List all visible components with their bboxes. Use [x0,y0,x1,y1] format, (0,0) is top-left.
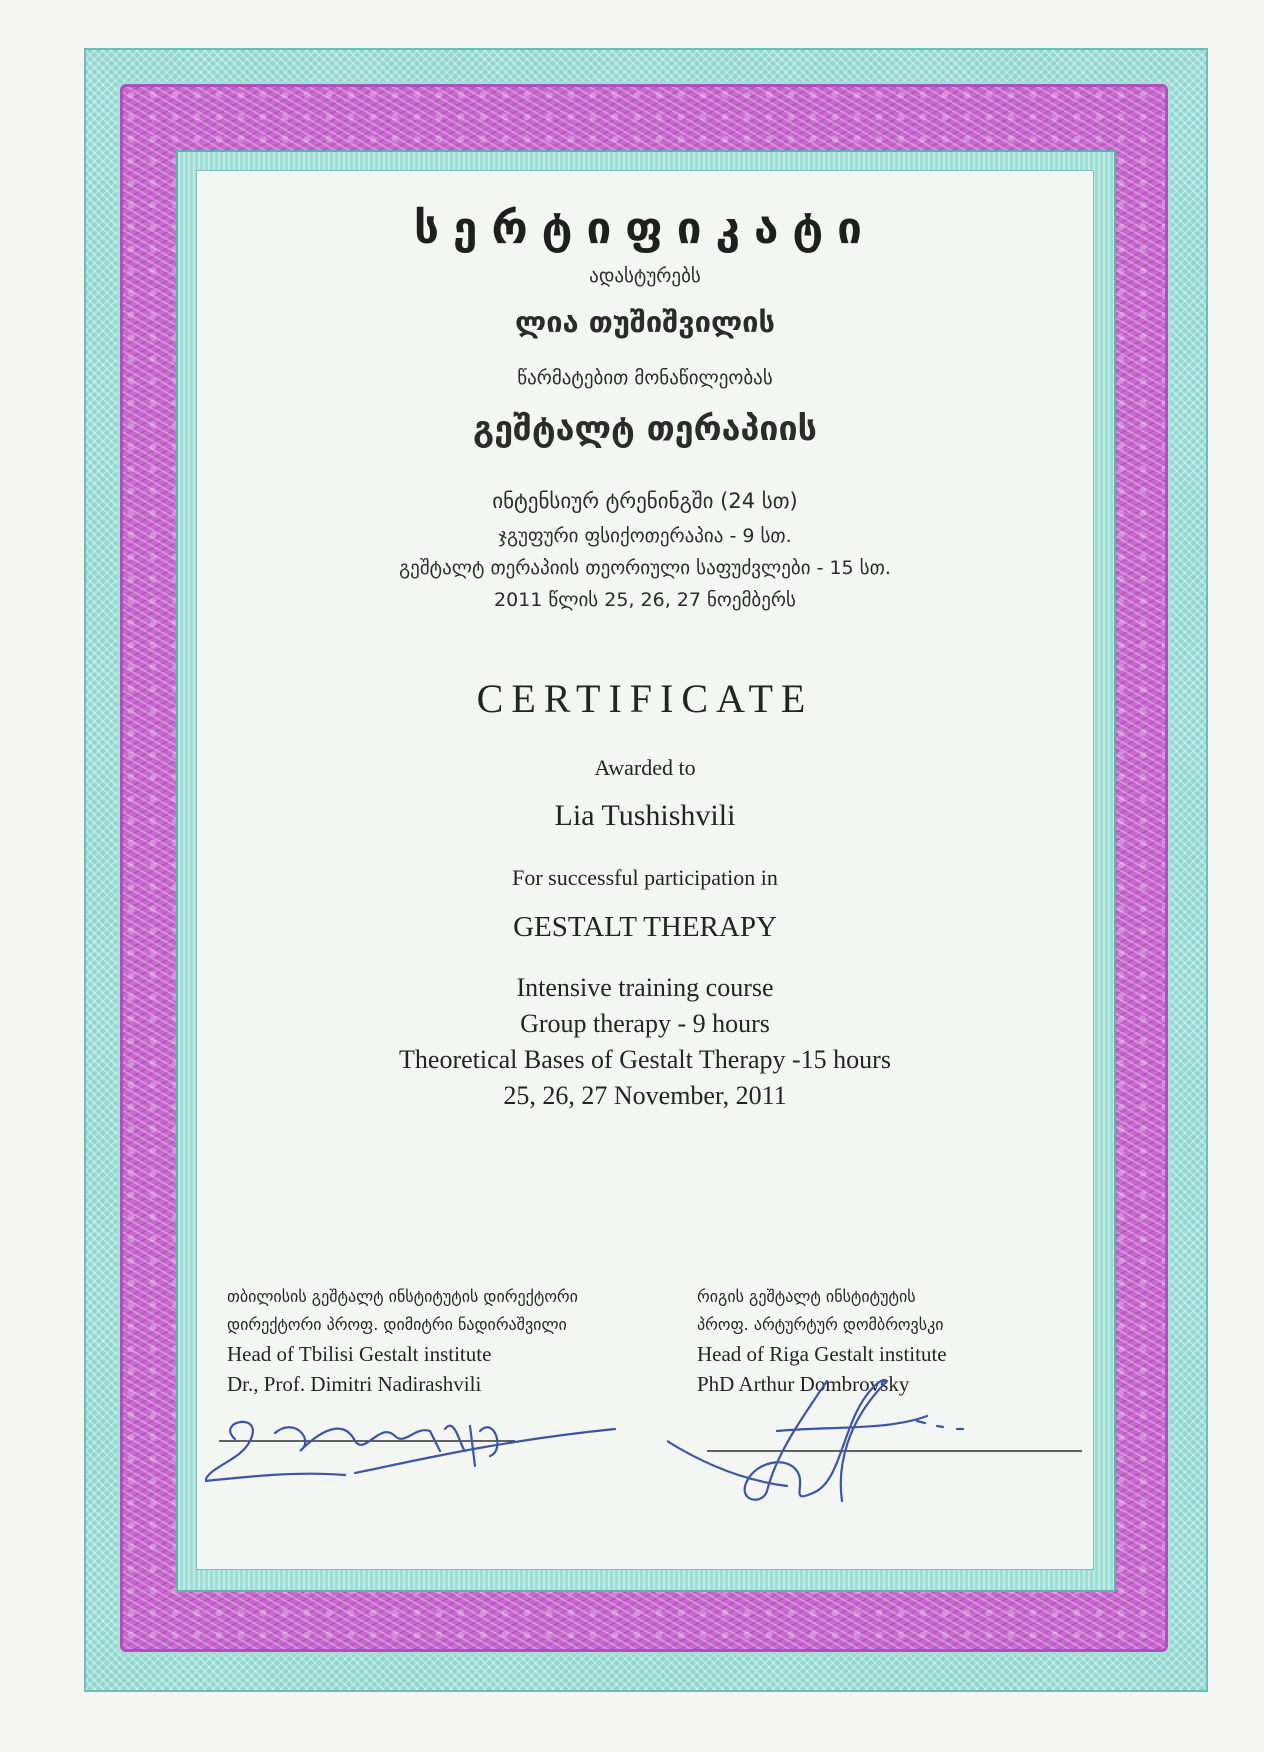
english-recipient-name: Lia Tushishvili [554,799,736,832]
left-georgian-role: თბილისის გეშტალტ ინსტიტუტის დირექტორი [227,1287,578,1306]
english-course: Intensive training course [516,973,774,1002]
left-english-role: Head of Tbilisi Gestalt institute [227,1342,492,1366]
right-english-name: PhD Arthur Dombrovsky [697,1372,910,1396]
georgian-program: გეშტალტ თერაპიის [473,409,817,449]
english-for-success: For successful participation in [512,865,778,890]
english-awarded: Awarded to [594,755,696,780]
georgian-recipient-name: ლია თუშიშვილის [515,305,775,339]
right-georgian-role: რიგის გეშტალტ ინსტიტუტის [697,1287,916,1306]
left-georgian-name: დირექტორი პროფ. დიმიტრი ნადირაშვილი [227,1315,567,1334]
left-signature [205,1411,635,1501]
georgian-confirms: ადასტურებს [589,265,701,287]
right-georgian-name: პროფ. არტურტურ დომბროვსკი [697,1315,944,1334]
english-theory: Theoretical Bases of Gestalt Therapy -15 hours [399,1045,891,1074]
left-english-name: Dr., Prof. Dimitri Nadirashvili [227,1372,482,1396]
georgian-participation: წარმატებით მონაწილეობას [517,367,773,389]
signatory-left [227,1283,667,1399]
georgian-group-therapy: ჯგუფური ფსიქოთერაპია - 9 სთ. [498,525,792,547]
english-program: GESTALT THERAPY [513,911,777,943]
georgian-title: სერტიფიკატი [414,203,876,254]
right-signature [667,1371,1087,1511]
georgian-theory: გეშტალტ თერაპიის თეორიული საფუძვლები - 15 სთ. [399,557,891,579]
right-english-role: Head of Riga Gestalt institute [697,1342,947,1366]
certificate-content [196,170,1094,1570]
georgian-date: 2011 წლის 25, 26, 27 ნოემბერს [494,589,796,611]
english-title: CERTIFICATE [476,676,814,721]
georgian-training: ინტენსიურ ტრენინგში (24 სთ) [492,489,798,513]
english-date: 25, 26, 27 November, 2011 [503,1081,787,1110]
english-group-therapy: Group therapy - 9 hours [520,1009,770,1038]
